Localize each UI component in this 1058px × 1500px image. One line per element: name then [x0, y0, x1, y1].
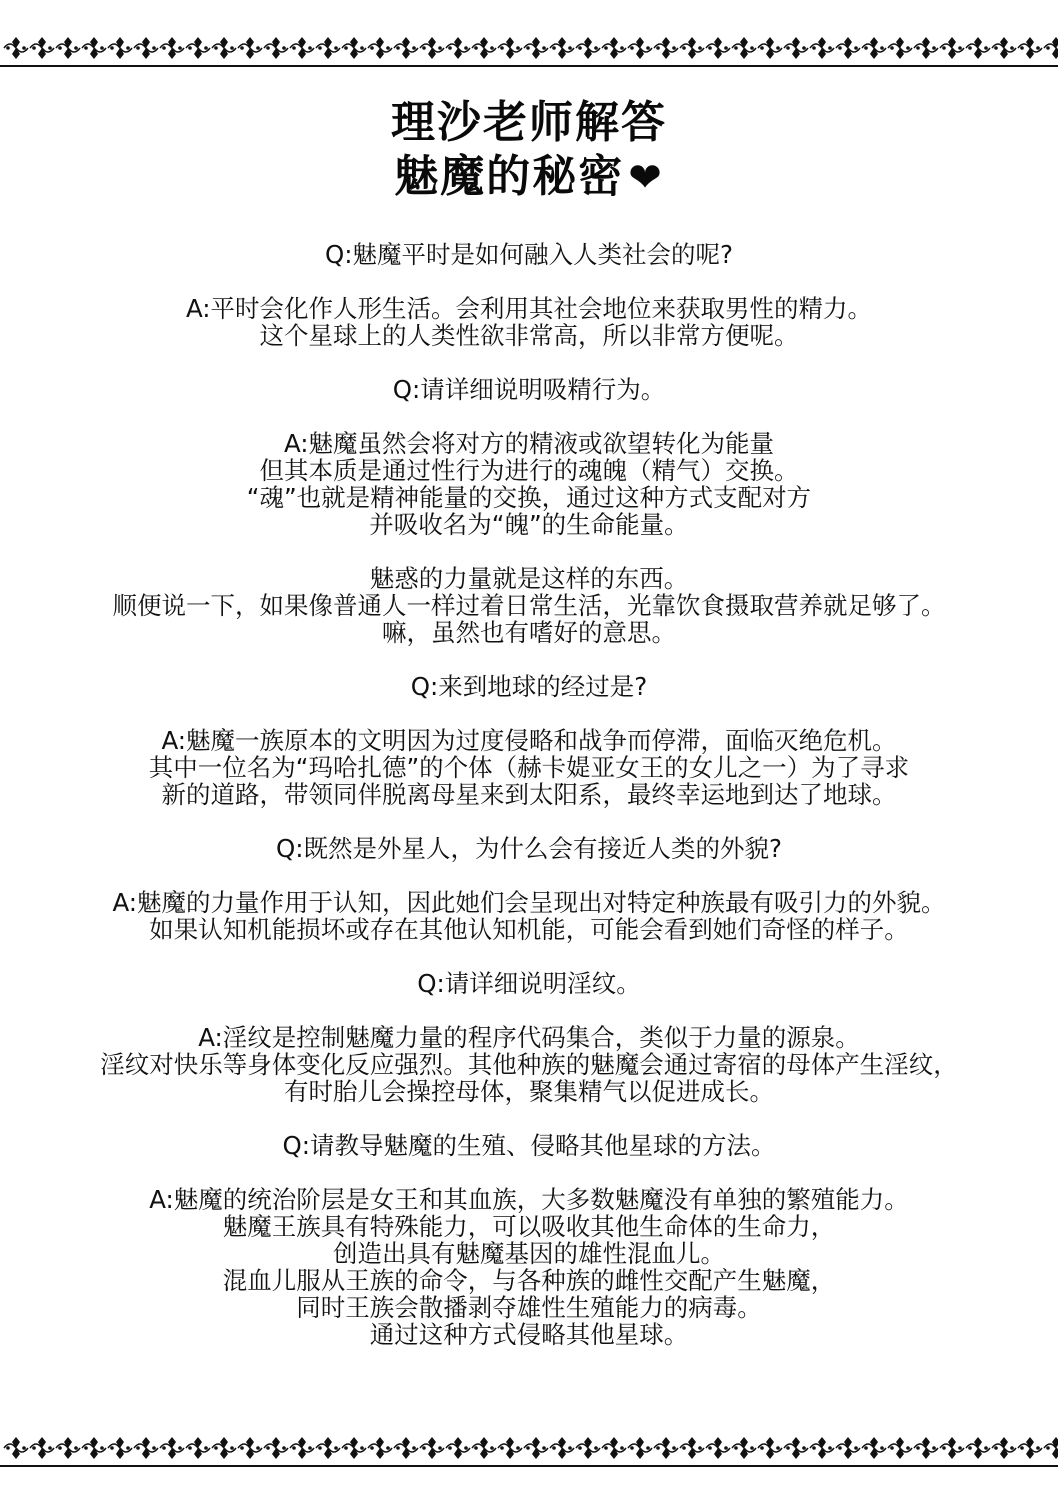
bottom-ornamental-border: [0, 1430, 1058, 1472]
question-block: [40, 1132, 1018, 1159]
title-block: [0, 96, 1058, 205]
ornament-motif: [888, 37, 912, 59]
ornament-motif: [706, 37, 730, 59]
ornament-motif: [836, 1437, 860, 1459]
ornament-motif: [706, 1437, 730, 1459]
ornament-motif: [810, 37, 834, 59]
answer-line: A:魅魔的统治阶层是女王和其血族，大多数魅魔没有单独的繁殖能力。: [149, 1185, 909, 1214]
ornament-motif: [550, 1437, 574, 1459]
ornament-motif: [30, 1437, 54, 1459]
ornament-motif: [940, 1437, 964, 1459]
answer-line: 通过这种方式侵略其他星球。: [369, 1320, 689, 1349]
ornament-motif: [238, 37, 262, 59]
ornament-motif: [368, 1437, 392, 1459]
answer-line: 这个星球上的人类性欲非常高，所以非常方便呢。: [259, 321, 799, 350]
question-block: [40, 241, 1018, 268]
answer-line: 魅惑的力量就是这样的东西。: [369, 564, 689, 593]
question-block: [40, 376, 1018, 403]
ornament-motif: [940, 37, 964, 59]
ornament-motif: [290, 1437, 314, 1459]
ornament-motif: [238, 1437, 262, 1459]
answer-line: 并吸收名为“魄”的生命能量。: [369, 510, 689, 539]
ornament-motif: [862, 1437, 886, 1459]
ornament-motif: [4, 37, 28, 59]
ornament-motif: [212, 1437, 236, 1459]
ornament-motif: [758, 37, 782, 59]
ornament-motif: [394, 37, 418, 59]
answer-line: 新的道路，带领同伴脱离母星来到太阳系，最终幸运地到达了地球。: [161, 780, 897, 809]
ornament-motif: [602, 1437, 626, 1459]
ornament-motif: [732, 1437, 756, 1459]
answer-line: A:魅魔一族原本的文明因为过度侵略和战争而停滞，面临灭绝危机。: [161, 726, 897, 755]
answer-block: [40, 1186, 1018, 1348]
ornament-motif: [992, 37, 1016, 59]
answer-line: 其中一位名为“玛哈扎德”的个体（赫卡媞亚女王的女儿之一）为了寻求: [148, 753, 910, 782]
question-line: Q:魅魔平时是如何融入人类社会的呢?: [324, 240, 734, 269]
answer-line: 淫纹对快乐等身体变化反应强烈。其他种族的魅魔会通过寄宿的母体产生淫纹，: [100, 1050, 958, 1079]
ornament-motif: [134, 37, 158, 59]
question-line: Q:请教导魅魔的生殖、侵略其他星球的方法。: [282, 1131, 776, 1160]
ornament-motif: [342, 37, 366, 59]
answer-line: A:平时会化作人形生活。会利用其社会地位来获取男性的精力。: [185, 294, 873, 323]
ornament-motif: [56, 1437, 80, 1459]
ornament-motif: [602, 37, 626, 59]
ornament-motif: [758, 1437, 782, 1459]
answer-block: [40, 1024, 1018, 1105]
answer-line: 如果认知机能损坏或存在其他认知机能，可能会看到她们奇怪的样子。: [149, 915, 909, 944]
question-line: Q:来到地球的经过是?: [410, 672, 648, 701]
ornament-motif: [4, 1437, 28, 1459]
ornament-motif: [784, 37, 808, 59]
ornament-motif: [420, 37, 444, 59]
title-line-2: [0, 150, 1058, 205]
ornament-motif: [888, 1437, 912, 1459]
ornament-motif: [56, 37, 80, 59]
ornament-motif: [212, 37, 236, 59]
ornament-motif: [446, 37, 470, 59]
ornament-motif: [550, 37, 574, 59]
ornament-motif: [160, 37, 184, 59]
ornament-motif: [784, 1437, 808, 1459]
ornament-motif: [368, 37, 392, 59]
question-block: [40, 835, 1018, 862]
ornament-motif: [810, 1437, 834, 1459]
ornament-motif: [966, 1437, 990, 1459]
ornament-motif: [1018, 1437, 1042, 1459]
ornament-motif: [862, 37, 886, 59]
ornament-motif: [992, 1437, 1016, 1459]
ornament-motif: [160, 1437, 184, 1459]
ornament-motif: [316, 37, 340, 59]
ornament-motif: [966, 37, 990, 59]
title-line-2-text: 魅魔的秘密: [394, 151, 625, 202]
title-line-1: 理沙老师解答: [391, 97, 667, 148]
ornament-motif: [1044, 1437, 1058, 1459]
ornament-motif: [914, 37, 938, 59]
answer-block: [40, 565, 1018, 646]
ornament-motif: [732, 37, 756, 59]
ornament-motif: [654, 1437, 678, 1459]
ornament-motif: [654, 37, 678, 59]
answer-line: 同时王族会散播剥夺雄性生殖能力的病毒。: [296, 1293, 762, 1322]
ornament-motif: [264, 1437, 288, 1459]
ornament-motif: [680, 37, 704, 59]
ornament-motif: [628, 1437, 652, 1459]
ornament-motif: [680, 1437, 704, 1459]
ornament-motif: [186, 1437, 210, 1459]
ornament-motif: [576, 1437, 600, 1459]
ornament-motif: [82, 37, 106, 59]
ornament-motif: [394, 1437, 418, 1459]
ornament-motif: [498, 1437, 522, 1459]
ornament-motif: [342, 1437, 366, 1459]
ornament-motif: [498, 37, 522, 59]
heart-icon: ❤: [628, 155, 664, 201]
ornament-motif: [108, 37, 132, 59]
ornament-motif: [108, 1437, 132, 1459]
ornament-motif: [524, 1437, 548, 1459]
ornament-motif: [420, 1437, 444, 1459]
ornament-motif: [524, 37, 548, 59]
answer-line: “魂”也就是精神能量的交换，通过这种方式支配对方: [246, 483, 812, 512]
question-block: [40, 673, 1018, 700]
answer-line: 但其本质是通过性行为进行的魂魄（精气）交换。: [259, 456, 799, 485]
qa-content: [40, 241, 1018, 1375]
question-block: [40, 970, 1018, 997]
answer-block: [40, 889, 1018, 943]
ornament-motif: [576, 37, 600, 59]
ornament-motif: [290, 37, 314, 59]
ornament-motif: [30, 37, 54, 59]
ornament-motif: [472, 1437, 496, 1459]
answer-block: [40, 295, 1018, 349]
ornament-motif: [836, 37, 860, 59]
ornament-motif: [446, 1437, 470, 1459]
answer-line: 顺便说一下，如果像普通人一样过着日常生活，光靠饮食摄取营养就足够了。: [112, 591, 946, 620]
answer-block: [40, 727, 1018, 808]
ornament-motif: [1044, 37, 1058, 59]
answer-line: 嘛，虽然也有嗜好的意思。: [382, 618, 676, 647]
ornament-motif: [316, 1437, 340, 1459]
answer-line: 创造出具有魅魔基因的雄性混血儿。: [333, 1239, 725, 1268]
answer-line: 魅魔王族具有特殊能力，可以吸收其他生命体的生命力，: [222, 1212, 836, 1241]
answer-line: A:魅魔的力量作用于认知，因此她们会呈现出对特定种族最有吸引力的外貌。: [112, 888, 946, 917]
ornament-motif: [186, 37, 210, 59]
question-line: Q:请详细说明淫纹。: [417, 969, 641, 998]
ornament-motif: [264, 37, 288, 59]
ornament-motif: [1018, 37, 1042, 59]
answer-line: 混血儿服从王族的命令，与各种族的雌性交配产生魅魔，: [222, 1266, 836, 1295]
answer-block: [40, 430, 1018, 538]
answer-line: 有时胎儿会操控母体，聚集精气以促进成长。: [284, 1077, 774, 1106]
top-ornamental-border: [0, 28, 1058, 70]
answer-line: A:淫纹是控制魅魔力量的程序代码集合，类似于力量的源泉。: [198, 1023, 860, 1052]
question-line: Q:请详细说明吸精行为。: [392, 375, 666, 404]
question-line: Q:既然是外星人，为什么会有接近人类的外貌?: [275, 834, 783, 863]
ornament-motif: [134, 1437, 158, 1459]
ornament-motif: [82, 1437, 106, 1459]
answer-line: A:魅魔虽然会将对方的精液或欲望转化为能量: [283, 429, 775, 458]
ornament-motif: [472, 37, 496, 59]
ornament-motif: [628, 37, 652, 59]
ornament-motif: [914, 1437, 938, 1459]
